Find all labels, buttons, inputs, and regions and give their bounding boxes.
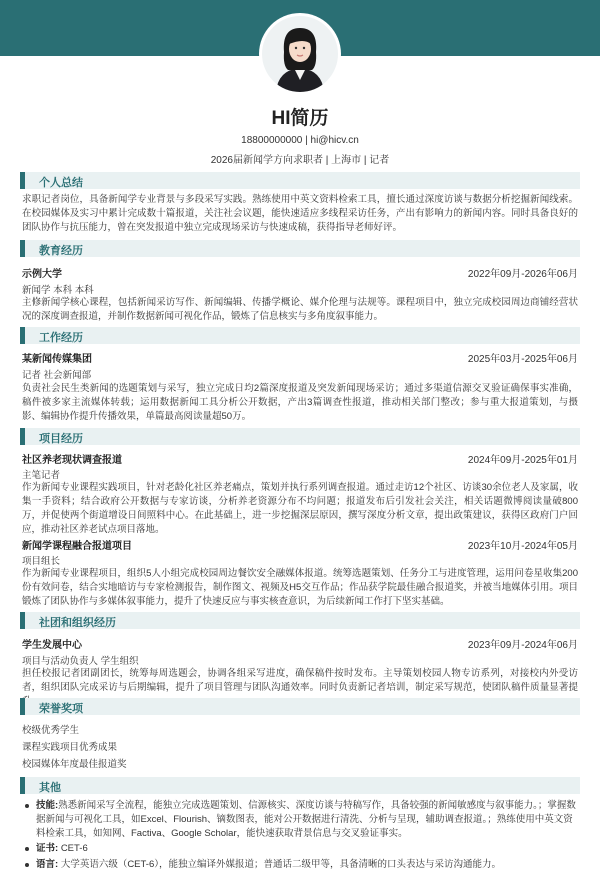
job-intent-line: 2026届新闻学方向求职者 | 上海市 | 记者 [210, 155, 390, 166]
org-name: 学生发展中心 [22, 640, 82, 651]
club-role: 项目与活动负责人 学生组织 [22, 656, 139, 667]
contact-line: 18800000000 | hi@hicv.cn [241, 135, 359, 146]
project-date: 2023年10月-2024年05月 [467, 541, 578, 552]
language-item [22, 858, 578, 872]
project-name: 社区养老现状调查报道 [22, 455, 122, 466]
resume-name: HI简历 [271, 108, 329, 129]
cert-label: 证书: [36, 843, 59, 854]
summary-text: 求职记者岗位，具备新闻学专业背景与多段采写实践。熟练使用中英文资料检索工具，擅长通过深度访谈与数据分析挖掘新闻线索。在校园媒体及实习中累计完成数十篇报道，关注社会议题，能快速适应多线程采访任务，产出有影响力的新闻内容。同时具备良好的团队协作与抗压能力，曾在突发报道中独立完成现场采访与快速成稿，获得指导老师好评。 [22, 194, 578, 233]
bullet-dot [25, 804, 29, 808]
skills-label: 技能: [36, 800, 59, 811]
cert-item [22, 842, 578, 856]
project-date: 2024年09月-2025年01月 [467, 455, 578, 466]
section-header-awards [20, 698, 580, 715]
section-header-club [20, 612, 580, 629]
section-header-summary [20, 172, 580, 189]
club-row [22, 636, 578, 650]
work-role: 记者 社会新闻部 [22, 370, 92, 381]
bullet-dot [25, 863, 29, 867]
section-title: 社团和组织经历 [39, 617, 116, 629]
company-name: 某新闻传媒集团 [22, 354, 92, 365]
school-name: 示例大学 [22, 269, 62, 280]
avatar [262, 16, 338, 92]
education-text: 主修新闻学核心课程，包括新闻采访写作、新闻编辑、传播学概论、媒介伦理与法规等。课程项目中，独立完成校园周边商铺经营状况的深度调查报道，并制作数据新闻可视化作品，锻炼了信息核实与多角度叙事能力。 [22, 297, 578, 322]
section-header-other [20, 777, 580, 794]
section-header-projects [20, 428, 580, 445]
section-title: 个人总结 [39, 177, 83, 189]
project-row [22, 537, 578, 551]
section-title: 工作经历 [39, 332, 83, 344]
award-item: 校园媒体年度最佳报道奖 [22, 759, 127, 770]
avatar-photo-icon [262, 16, 338, 92]
education-row [22, 265, 578, 279]
project-text: 作为新闻专业课程实践项目，针对老龄化社区养老痛点，策划并执行系列调查报道。通过走访12个社区、访谈30余位老人及家属，收集一手资料；结合政府公开数据与专家访谈，分析养老资源分布不均问题；报道发布后引发社会关注，相关话题微博阅读量破800万，并促使两个街道增设日间照料中心。在此基础上，进一步挖掘深层原因，撰写深度分析文章，提出政策建议，获得区政府门户回应，推动社区养老试点项目落地。 [22, 482, 578, 535]
work-text: 负责社会民生类新闻的选题策划与采写，独立完成日均2篇深度报道及突发新闻现场采访；通过多渠道信源交叉验证确保事实准确，稿件被多家主流媒体转载；运用数据新闻工具分析公开数据，产出3篇调查性报道，推动相关部门整改；参与重大报道策划，与摄影、编辑协作提升传播效果，单篇最高阅读量超50万。 [22, 383, 578, 422]
award-item: 校级优秀学生 [22, 725, 80, 736]
work-row [22, 350, 578, 364]
section-title: 教育经历 [39, 245, 83, 257]
skills-item [22, 799, 578, 841]
work-date: 2025年03月-2025年06月 [467, 354, 578, 365]
section-header-work [20, 327, 580, 344]
club-date: 2023年09月-2024年06月 [467, 640, 578, 651]
section-title: 其他 [39, 782, 61, 794]
bullet-dot [25, 847, 29, 851]
project-row [22, 451, 578, 465]
education-date: 2022年09月-2026年06月 [467, 269, 578, 280]
project-role: 主笔记者 [22, 470, 61, 481]
award-item: 课程实践项目优秀成果 [22, 742, 118, 753]
project-text: 作为新闻专业课程项目，组织5人小组完成校园周边餐饮安全融媒体报道。统筹选题策划、任务分工与进度管理，运用问卷星收集200份有效问卷，结合实地暗访与专家检测报告，制作图文、视频及H5交互作品；作品获学院最佳融合报道奖，并被当地媒体引用。项目锻炼了团队协作与多媒体叙事能力，提升了快速反应与事实核查意识，为后续新闻工作打下坚实基础。 [22, 568, 578, 607]
club-text: 担任校报记者团副团长，统筹每周选题会，协调各组采写进度，确保稿件按时发布。主导策划校园人物专访系列，对接校内外受访者，组织团队完成采访与后期编辑，提升了项目管理与团队沟通效率。同时负责新记者培训，制定采写规范，使团队稿件质量显著提 [22, 668, 578, 693]
project-role: 项目组长 [22, 556, 61, 567]
language-text: 大学英语六级（CET-6），能独立编译外媒报道；普通话二级甲等，具备清晰的口头表达与采访沟通能力。 [60, 859, 501, 870]
skills-text: 熟悉新闻采写全流程，能独立完成选题策划、信源核实、深度访谈与特稿写作，具备较强的新闻敏感度与叙事能力。；掌握数据新闻与可视化工具，如Excel、Flourish、镝数图表，能对公开数据进行清洗、分析与呈现，辅助调查报道。；熟练使用中英文资料检索工具，如知网、Factiva、Google Scholar，能快速获取背景信息与交叉验证事实。 [36, 800, 576, 839]
degree-info: 新闻学 本科 本科 [22, 285, 94, 296]
cert-text: CET-6 [60, 843, 88, 854]
project-name: 新闻学课程融合报道项目 [22, 541, 132, 552]
section-header-education [20, 240, 580, 257]
language-label: 语言: [36, 859, 59, 870]
section-title: 荣誉奖项 [39, 703, 83, 715]
section-title: 项目经历 [39, 433, 83, 445]
